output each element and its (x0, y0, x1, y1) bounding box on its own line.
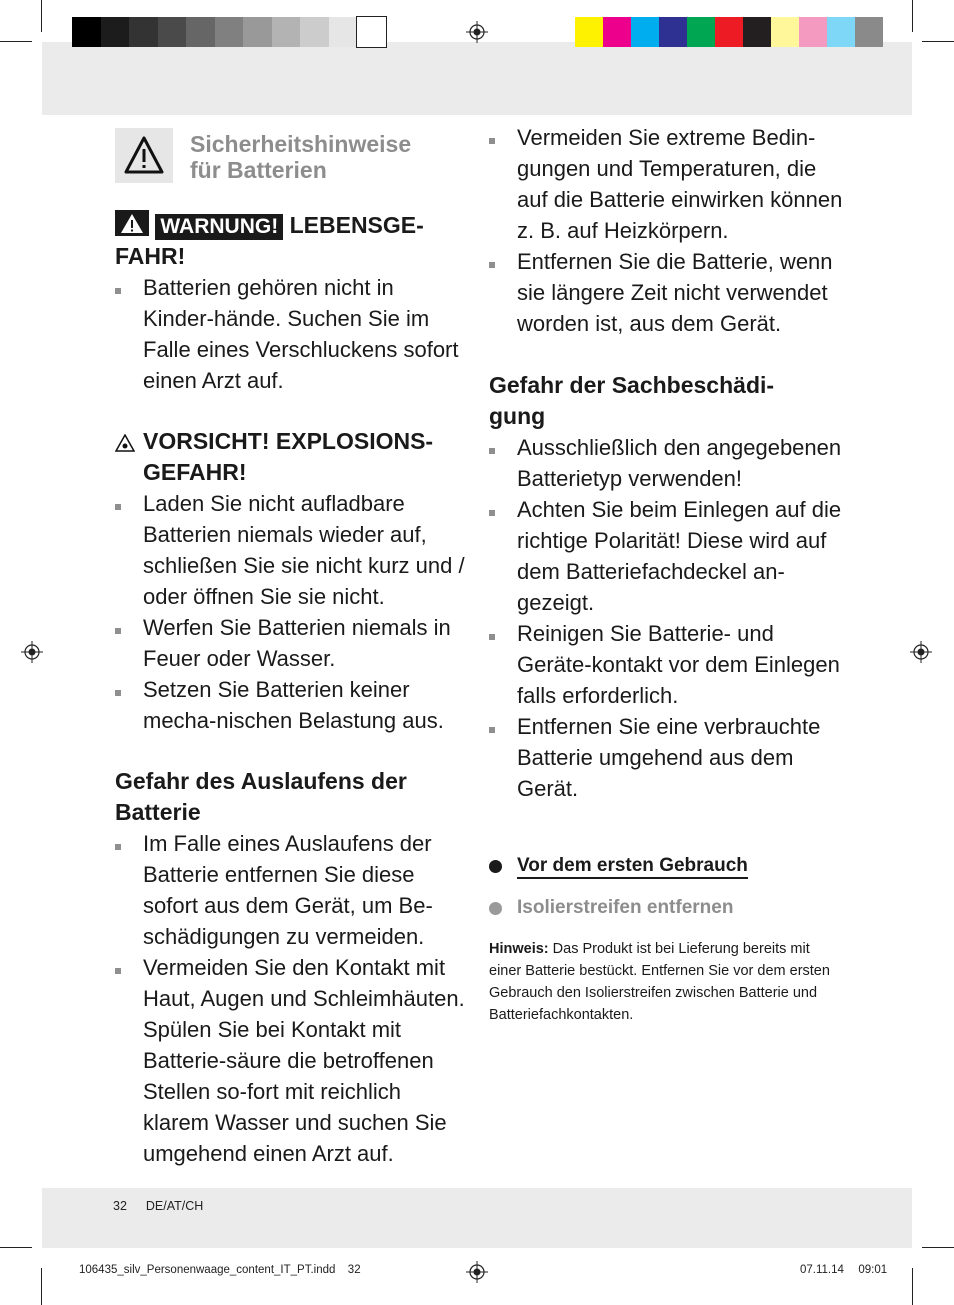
color-swatch (357, 17, 386, 47)
damage-heading (489, 370, 844, 432)
top-list (489, 122, 844, 339)
strip-title: Isolierstreifen entfernen (517, 897, 734, 918)
crop-mark (922, 41, 954, 42)
registration-mark-icon (910, 641, 932, 663)
section-header (115, 126, 470, 186)
color-swatch (129, 17, 158, 47)
section-title-line2: für Batterien (190, 157, 327, 183)
color-swatch (186, 17, 215, 47)
warning-title-line2: FAHR! (115, 243, 186, 269)
color-swatch (300, 17, 329, 47)
section-title-line1: Sicherheitshinweise (190, 131, 412, 157)
color-swatch (575, 17, 603, 47)
list-item: Entfernen Sie die Batterie, wenn sie längere Zeit nicht verwendet worden ist, aus dem Gerät. (489, 246, 844, 339)
list-item: Werfen Sie Batterien niemals in Feuer oder Wasser. (115, 612, 470, 674)
list-item: Setzen Sie Batterien keiner mecha-nischen Belastung aus. (115, 674, 470, 736)
leak-title-line2: Batterie (115, 799, 201, 825)
page-number: 32 (113, 1199, 127, 1213)
list-item: Vermeiden Sie extreme Bedin-gungen und Temperaturen, die auf die Batterie einwirken können z. B. auf Heizkörpern. (489, 122, 844, 246)
caution-heading (115, 426, 470, 488)
list-item: Im Falle eines Auslaufens der Batterie entfernen Sie diese sofort aus dem Gerät, um Be-schädigungen zu vermeiden. (115, 828, 470, 952)
caution-title-line1: VORSICHT! EXPLOSIONS- (143, 428, 434, 454)
page-footer (113, 1199, 203, 1213)
footer-band (42, 1188, 912, 1248)
leak-title-line1: Gefahr des Auslaufens der (115, 768, 407, 794)
warning-triangle-icon (115, 128, 173, 183)
list-item: Achten Sie beim Einlegen auf die richtige Polarität! Diese wird auf dem Batteriefachdeckel an-gezeigt. (489, 494, 844, 618)
crop-mark (41, 1268, 42, 1305)
color-swatch (827, 17, 855, 47)
region-label: DE/AT/CH (145, 1199, 204, 1213)
warning-heading (115, 210, 470, 272)
warning-label: WARNUNG! (155, 214, 283, 240)
color-swatch (771, 17, 799, 47)
crop-mark (912, 0, 913, 32)
note (489, 938, 844, 1026)
registration-mark-icon (466, 21, 488, 43)
crop-mark (0, 41, 32, 42)
crop-mark (0, 1247, 32, 1248)
warning-triangle-icon (115, 210, 149, 236)
warning-list (115, 272, 470, 396)
note-text: Das Produkt ist bei Lieferung bereits mit einer Batterie bestückt. Entfernen Sie vor dem ersten Gebrauch den Isolierstreifen zwischen Batterie und Batteriefachkontakten. (489, 941, 830, 1023)
crop-mark (41, 0, 42, 32)
color-swatch (855, 17, 883, 47)
color-swatch (243, 17, 272, 47)
first-use-heading (489, 854, 844, 878)
caution-title-line2: GEFAHR! (143, 459, 247, 485)
date: 07.11.14 (800, 1264, 844, 1276)
list-item: Batterien gehören nicht in Kinder-hände. Suchen Sie im Falle eines Verschluckens sofort einen Arzt auf. (115, 272, 470, 396)
damage-title-line1: Gefahr der Sachbeschädi- (489, 372, 775, 398)
right-column (489, 122, 844, 1026)
color-swatch (715, 17, 743, 47)
section-title (190, 131, 411, 183)
registration-mark-icon (21, 641, 43, 663)
time: 09:01 (858, 1264, 888, 1276)
color-swatch (272, 17, 301, 47)
list-item: Laden Sie nicht aufladbare Batterien niemals wieder auf, schließen Sie sie nicht kurz und / oder öffnen Sie sie nicht. (115, 488, 470, 612)
color-swatch (72, 17, 101, 47)
list-item: Vermeiden Sie den Kontakt mit Haut, Augen und Schleimhäuten. Spülen Sie bei Kontakt mit Batterie-säure die betroffenen Stellen so-fort mit reichlich klarem Wasser und suchen Sie umgehend einen Arzt auf. (115, 952, 470, 1169)
color-swatch (603, 17, 631, 47)
warning-title: LEBENSGE- (289, 212, 424, 238)
bullet-dot-icon (489, 860, 502, 873)
list-item: Ausschließlich den angegebenen Batterietyp verwenden! (489, 432, 844, 494)
crop-mark (922, 1247, 954, 1248)
first-use-title: Vor dem ersten Gebrauch (517, 855, 748, 879)
bullet-dot-icon (489, 902, 502, 915)
caution-list (115, 488, 470, 736)
color-swatch (659, 17, 687, 47)
color-swatch (101, 17, 130, 47)
color-swatch (743, 17, 771, 47)
color-swatch (631, 17, 659, 47)
file-name: 106435_silv_Personenwaage_content_IT_PT.indd (79, 1264, 336, 1276)
crop-mark (912, 1268, 913, 1305)
damage-title-line2: gung (489, 403, 546, 429)
left-column (115, 126, 470, 1169)
note-label: Hinweis: (489, 941, 549, 957)
color-swatch (799, 17, 827, 47)
damage-list (489, 432, 844, 804)
file-page: 32 (347, 1264, 361, 1276)
strip-heading (489, 896, 844, 920)
color-swatch (158, 17, 187, 47)
explosion-warning-icon (115, 434, 135, 452)
color-swatch (215, 17, 244, 47)
list-item: Reinigen Sie Batterie- und Geräte-kontakt vor dem Einlegen falls erforderlich. (489, 618, 844, 711)
header-band (42, 42, 912, 115)
registration-mark-icon (466, 1261, 488, 1283)
color-swatch (329, 17, 358, 47)
leak-list (115, 828, 470, 1169)
leak-heading (115, 766, 470, 828)
color-swatch (687, 17, 715, 47)
slug-date (800, 1264, 887, 1276)
slug-line (79, 1264, 361, 1276)
list-item: Entfernen Sie eine verbrauchte Batterie umgehend aus dem Gerät. (489, 711, 844, 804)
